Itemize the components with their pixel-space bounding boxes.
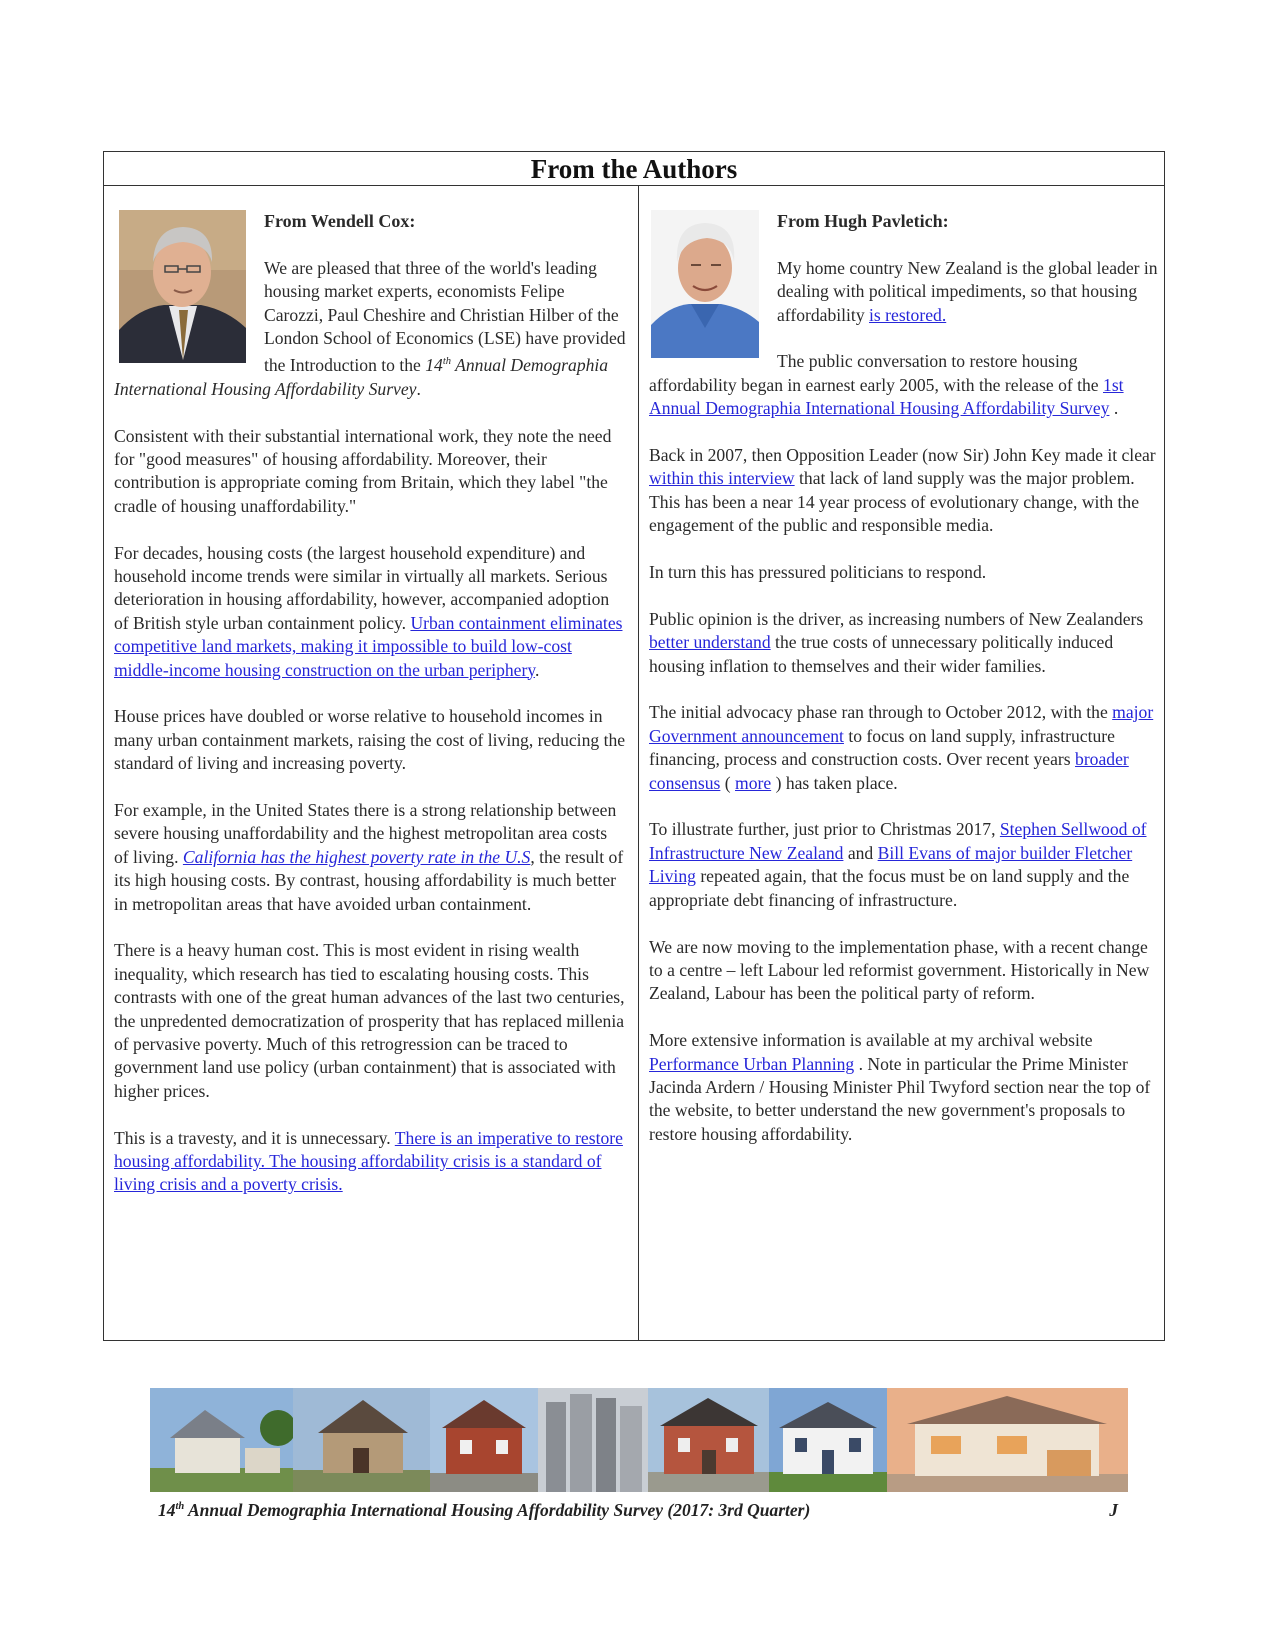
left-p5-text: For example, in the United States there is a strong relationship between severe housing unaffordability and the highest metropolitan area costs of living.	[114, 799, 617, 867]
is-restored-link[interactable]: is restored.	[869, 304, 947, 325]
bill-evans-link[interactable]: Bill Evans of major builder Fletcher Living	[649, 842, 1133, 887]
house-photo-6	[769, 1388, 887, 1492]
right-p7	[649, 818, 1159, 912]
right-p3-end: that lack of land supply was the major problem. This has been a near 14 year process of evolutionary change, with the engagement of the public and responsible media.	[649, 468, 1140, 536]
government-announcement-link[interactable]: major Government announcement	[649, 702, 1154, 746]
left-p5	[114, 799, 626, 916]
right-p4: In turn this has pressured politicians to respond.	[649, 562, 987, 583]
house-photo-1	[150, 1388, 293, 1492]
interview-link[interactable]: within this interview	[649, 468, 795, 489]
more-link[interactable]: more	[735, 772, 772, 793]
wendell-cox-portrait	[119, 210, 246, 363]
left-p6: There is a heavy human cost. This is most evident in rising wealth inequality, which research has tied to escalating housing costs. This contrasts with one of the great human advances of the last two centuries, the unpredented democratization of prosperity that has replaced millenia of pervasive poverty. Much of this retrogression can be traced to government land use policy (urban containment) that is associated with higher prices.	[114, 940, 625, 1101]
right-p7-end: repeated again, that the focus must be on land supply and the appropriate debt financing of infrastructure.	[649, 866, 1130, 910]
left-column	[114, 185, 626, 1340]
left-p2: Consistent with their substantial international work, they note the need for "good measures" of housing affordability. Moreover, their contribution is appropriate coming from Britain, which they label "the cradle of housing unaffordability."	[114, 425, 612, 516]
right-p5-end: the true costs of unnecessary politically induced housing inflation to themselves and their wider families.	[649, 632, 1114, 676]
left-p4: House prices have doubled or worse relative to household incomes in many urban containment markets, raising the cost of living, reducing the standard of living and increasing poverty.	[114, 706, 626, 774]
right-p6-mid: to focus on land supply, infrastructure financing, process and construction costs. Over recent years	[649, 725, 1115, 770]
right-p9-end: . Note in particular the Prime Minister Jacinda Ardern / Housing Minister Phil Twyford section near the top of the website, to better understand the new government's proposals to restore housing affordability.	[649, 1053, 1151, 1144]
survey-name: Annual Demographia International Housing Affordability Survey	[114, 355, 609, 399]
performance-urban-planning-link[interactable]: Performance Urban Planning	[649, 1053, 855, 1074]
footer-caption	[158, 1500, 1118, 1521]
box-title: From the Authors	[104, 152, 1164, 186]
urban-containment-link[interactable]: Urban containment eliminates competitive land markets, making it impossible to build low-cost middle-income housing construction on the urban periphery	[114, 612, 623, 680]
california-poverty-link[interactable]: California has the highest poverty rate in the U.S	[182, 846, 531, 867]
right-p2-end: .	[1109, 398, 1119, 419]
footer-survey-suffix: th	[175, 1501, 185, 1513]
right-p6-paren: (	[720, 772, 736, 793]
page-number: J	[1109, 1500, 1118, 1520]
house-photo-4	[538, 1388, 648, 1492]
house-photo-7	[887, 1388, 1128, 1492]
house-photo-5	[648, 1388, 769, 1492]
survey-number-suffix: th	[442, 356, 452, 368]
right-p7-mid: and	[843, 842, 878, 863]
better-understand-link[interactable]: better understand	[649, 632, 771, 653]
column-divider	[638, 185, 639, 1340]
left-p7	[114, 1127, 626, 1197]
right-p9-text: More extensive information is available at my archival website	[649, 1030, 1093, 1051]
house-photo-2	[293, 1388, 430, 1492]
broader-consensus-link[interactable]: broader consensus	[649, 749, 1129, 793]
right-p9	[649, 1029, 1159, 1146]
first-survey-link[interactable]: 1st Annual Demographia International Housing Affordability Survey	[649, 374, 1124, 419]
right-p5-text: Public opinion is the driver, as increasing numbers of New Zealanders	[649, 608, 1144, 629]
footer-survey-title: Annual Demographia International Housing Affordability Survey (2017: 3rd Quarter)	[184, 1500, 811, 1520]
right-p3	[649, 444, 1159, 538]
hugh-pavletich-portrait	[651, 210, 759, 358]
left-p1-end: .	[416, 378, 421, 399]
right-p6-end: ) has taken place.	[771, 772, 898, 793]
house-photo-3	[430, 1388, 538, 1492]
right-p5	[649, 608, 1159, 678]
left-p7-text: This is a travesty, and it is unnecessary.	[114, 1127, 395, 1148]
right-p6	[649, 701, 1159, 795]
left-p3-text: For decades, housing costs (the largest household expenditure) and household income trends were similar in virtually all markets. Serious deterioration in housing affordability, however, accompanied adoption of British style urban containment policy.	[114, 542, 610, 633]
left-p5-end: , the result of its high housing costs. By contrast, housing affordability is much better in metropolitan areas that have avoided urban containment.	[114, 846, 624, 914]
footer-survey-number: 14	[158, 1500, 176, 1520]
right-p7-text: To illustrate further, just prior to Christmas 2017,	[649, 819, 1000, 840]
restore-affordability-link[interactable]: There is an imperative to restore housing affordability. The housing affordability crisis is a standard of living crisis and a poverty crisis.	[114, 1127, 623, 1195]
left-p3	[114, 542, 626, 682]
right-column	[649, 185, 1159, 1340]
authors-box	[103, 151, 1165, 1341]
survey-number: 14	[425, 355, 443, 376]
left-p3-end: .	[535, 659, 540, 680]
left-p1-text: We are pleased that three of the world's leading housing market experts, economists Felipe Carozzi, Paul Cheshire and Christian Hilber of the London School of Economics (LSE) have provided the Introduction to the	[264, 257, 626, 376]
right-p6-text: The initial advocacy phase ran through to October 2012, with the	[649, 702, 1113, 723]
right-p3-text: Back in 2007, then Opposition Leader (now Sir) John Key made it clear	[649, 445, 1156, 466]
right-p1-text: My home country New Zealand is the global leader in dealing with political impediments, so that housing affordability	[777, 257, 1158, 325]
hugh-pavletich-heading: From Hugh Pavletich:	[777, 211, 949, 231]
wendell-cox-heading: From Wendell Cox:	[264, 211, 416, 231]
right-p2-text: The public conversation to restore housing affordability began in earnest early 2005, with the release of the	[649, 351, 1104, 395]
houses-photo-strip	[150, 1388, 1128, 1492]
stephen-sellwood-link[interactable]: Stephen Sellwood of Infrastructure New Zealand	[649, 819, 1147, 863]
right-p8: We are now moving to the implementation phase, with a recent change to a centre – left Labour led reformist government. Historically in New Zealand, Labour has been the political party of reform.	[649, 936, 1150, 1004]
